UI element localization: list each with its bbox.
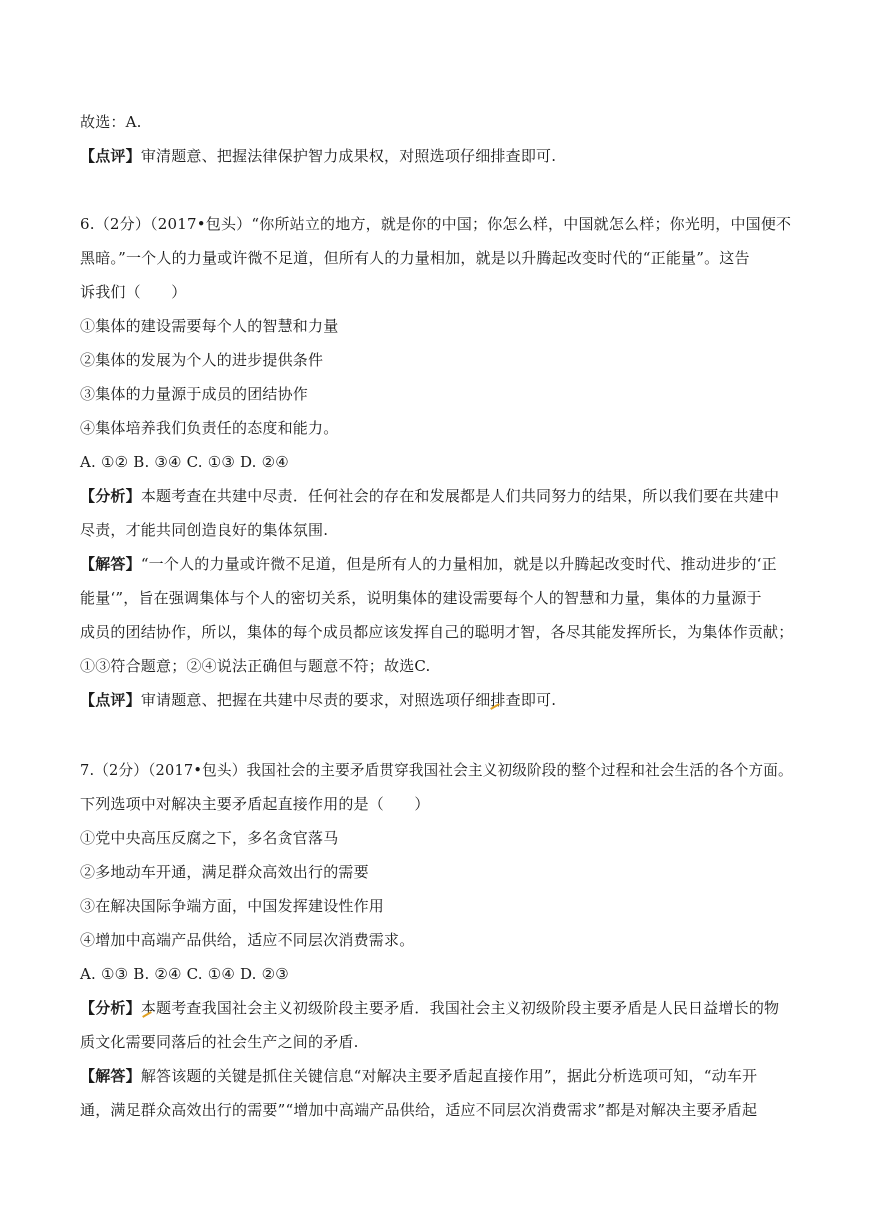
q6-solution-line-3 <box>80 622 793 642</box>
q7-option-3-text: ③在解决国际争端方面，中国发挥建设性作用 <box>80 897 385 915</box>
q7-option-4-text: ④增加中高端产品供给，适应不同层次消费需求。 <box>80 931 415 949</box>
answer-line <box>80 112 142 132</box>
q6-stem-line-3 <box>80 282 186 302</box>
q6-solution-text-4: ①③符合题意；②④说法正确但与题意不符；故选C. <box>80 657 431 675</box>
q6-analysis-text-2: 尽责，才能共同创造良好的集体氛围. <box>80 521 329 539</box>
q6-option-3-text: ③集体的力量源于成员的团结协作 <box>80 385 309 403</box>
q6-solution-line-4 <box>80 656 431 676</box>
q6-stem-line-2 <box>80 248 750 268</box>
q6-comment-line <box>80 690 556 710</box>
analysis-tag: 【分析】 <box>80 999 141 1017</box>
q7-option-3 <box>80 896 384 916</box>
answer-text: 故选：A. <box>80 113 142 131</box>
q7-analysis-text-2: 质文化需要同落后的社会生产之间的矛盾. <box>80 1033 359 1051</box>
q6-option-1-text: ①集体的建设需要每个人的智慧和力量 <box>80 317 339 335</box>
q6-comment-text: 审请题意、把握在共建中尽责的要求，对照选项仔细排查即可. <box>140 691 557 709</box>
q7-option-2 <box>80 862 369 882</box>
q6-analysis-line-1 <box>80 486 779 506</box>
q7-solution-line-1 <box>80 1066 757 1086</box>
q6-stem-text-1: 6.（2分）（2017•包头）“你所站立的地方，就是你的中国；你怎么样，中国就怎么样；你光明，中国便不 <box>80 215 792 233</box>
q6-option-2-text: ②集体的发展为个人的进步提供条件 <box>80 351 324 369</box>
q6-analysis-line-2 <box>80 520 328 540</box>
q6-choices <box>80 452 289 472</box>
q6-option-3 <box>80 384 308 404</box>
q7-choices <box>80 964 289 984</box>
q7-option-4 <box>80 930 414 950</box>
solution-tag: 【解答】 <box>80 555 141 573</box>
q7-analysis-line-1 <box>80 998 779 1018</box>
solution-tag: 【解答】 <box>80 1067 141 1085</box>
comment-line <box>80 146 556 166</box>
q6-stem-line-1 <box>80 214 791 234</box>
q6-solution-text-3: 成员的团结协作，所以，集体的每个成员都应该发挥自己的聪明才智，各尽其能发挥所长，为集体作贡献； <box>80 623 794 641</box>
analysis-tag: 【分析】 <box>80 487 141 505</box>
q6-option-2 <box>80 350 323 370</box>
q7-stem-text-2: 下列选项中对解决主要矛盾起直接作用的是（ ） <box>80 795 430 813</box>
q6-solution-text-2: 能量‘”，旨在强调集体与个人的密切关系，说明集体的建设需要每个人的智慧和力量，集体的力量源于 <box>80 589 762 607</box>
comment-tag: 【点评】 <box>80 691 141 709</box>
q7-analysis-line-2 <box>80 1032 359 1052</box>
q6-option-1 <box>80 316 338 336</box>
q7-option-1-text: ①党中央高压反腐之下，多名贪官落马 <box>80 829 339 847</box>
q7-analysis-text-1: 本题考查我国社会主义初级阶段主要矛盾．我国社会主义初级阶段主要矛盾是人民日益增长的物 <box>140 999 780 1017</box>
q6-option-4-text: ④集体培养我们负责任的态度和能力。 <box>80 419 339 437</box>
comment-tag: 【点评】 <box>80 147 141 165</box>
q7-choices-text: A. ①③ B. ②④ C. ①④ D. ②③ <box>80 965 289 983</box>
q7-solution-text-1: 解答该题的关键是抓住关键信息“对解决主要矛盾起直接作用”，据此分析选项可知，“动车开 <box>140 1067 758 1085</box>
q6-solution-line-2 <box>80 588 762 608</box>
q7-solution-text-2: 通，满足群众高效出行的需要”“增加中高端产品供给，适应不同层次消费需求”都是对解决主要矛盾起 <box>80 1101 758 1119</box>
comment-text: 审清题意、把握法律保护智力成果权，对照选项仔细排查即可. <box>140 147 557 165</box>
q6-stem-text-3: 诉我们（ ） <box>80 283 187 301</box>
q6-analysis-text-1: 本题考查在共建中尽责．任何社会的存在和发展都是人们共同努力的结果，所以我们要在共建中 <box>140 487 780 505</box>
q7-solution-line-2 <box>80 1100 757 1120</box>
q7-stem-text-1: 7.（2分）（2017•包头）我国社会的主要矛盾贯穿我国社会主义初级阶段的整个过程和社会生活的各个方面。 <box>80 761 793 779</box>
q6-solution-text-1: “一个人的力量或许微不足道，但是所有人的力量相加，就是以升腾起改变时代、推动进步的‘正 <box>140 555 777 573</box>
q6-option-4 <box>80 418 338 438</box>
q7-stem-line-2 <box>80 794 430 814</box>
q6-solution-line-1 <box>80 554 777 574</box>
q7-option-1 <box>80 828 338 848</box>
q7-stem-line-1 <box>80 760 793 780</box>
q7-option-2-text: ②多地动车开通，满足群众高效出行的需要 <box>80 863 369 881</box>
q6-stem-text-2: 黑暗。”一个人的力量或许微不足道，但所有人的力量相加，就是以升腾起改变时代的“正能量”。这告 <box>80 249 750 267</box>
q6-choices-text: A. ①② B. ③④ C. ①③ D. ②④ <box>80 453 289 471</box>
